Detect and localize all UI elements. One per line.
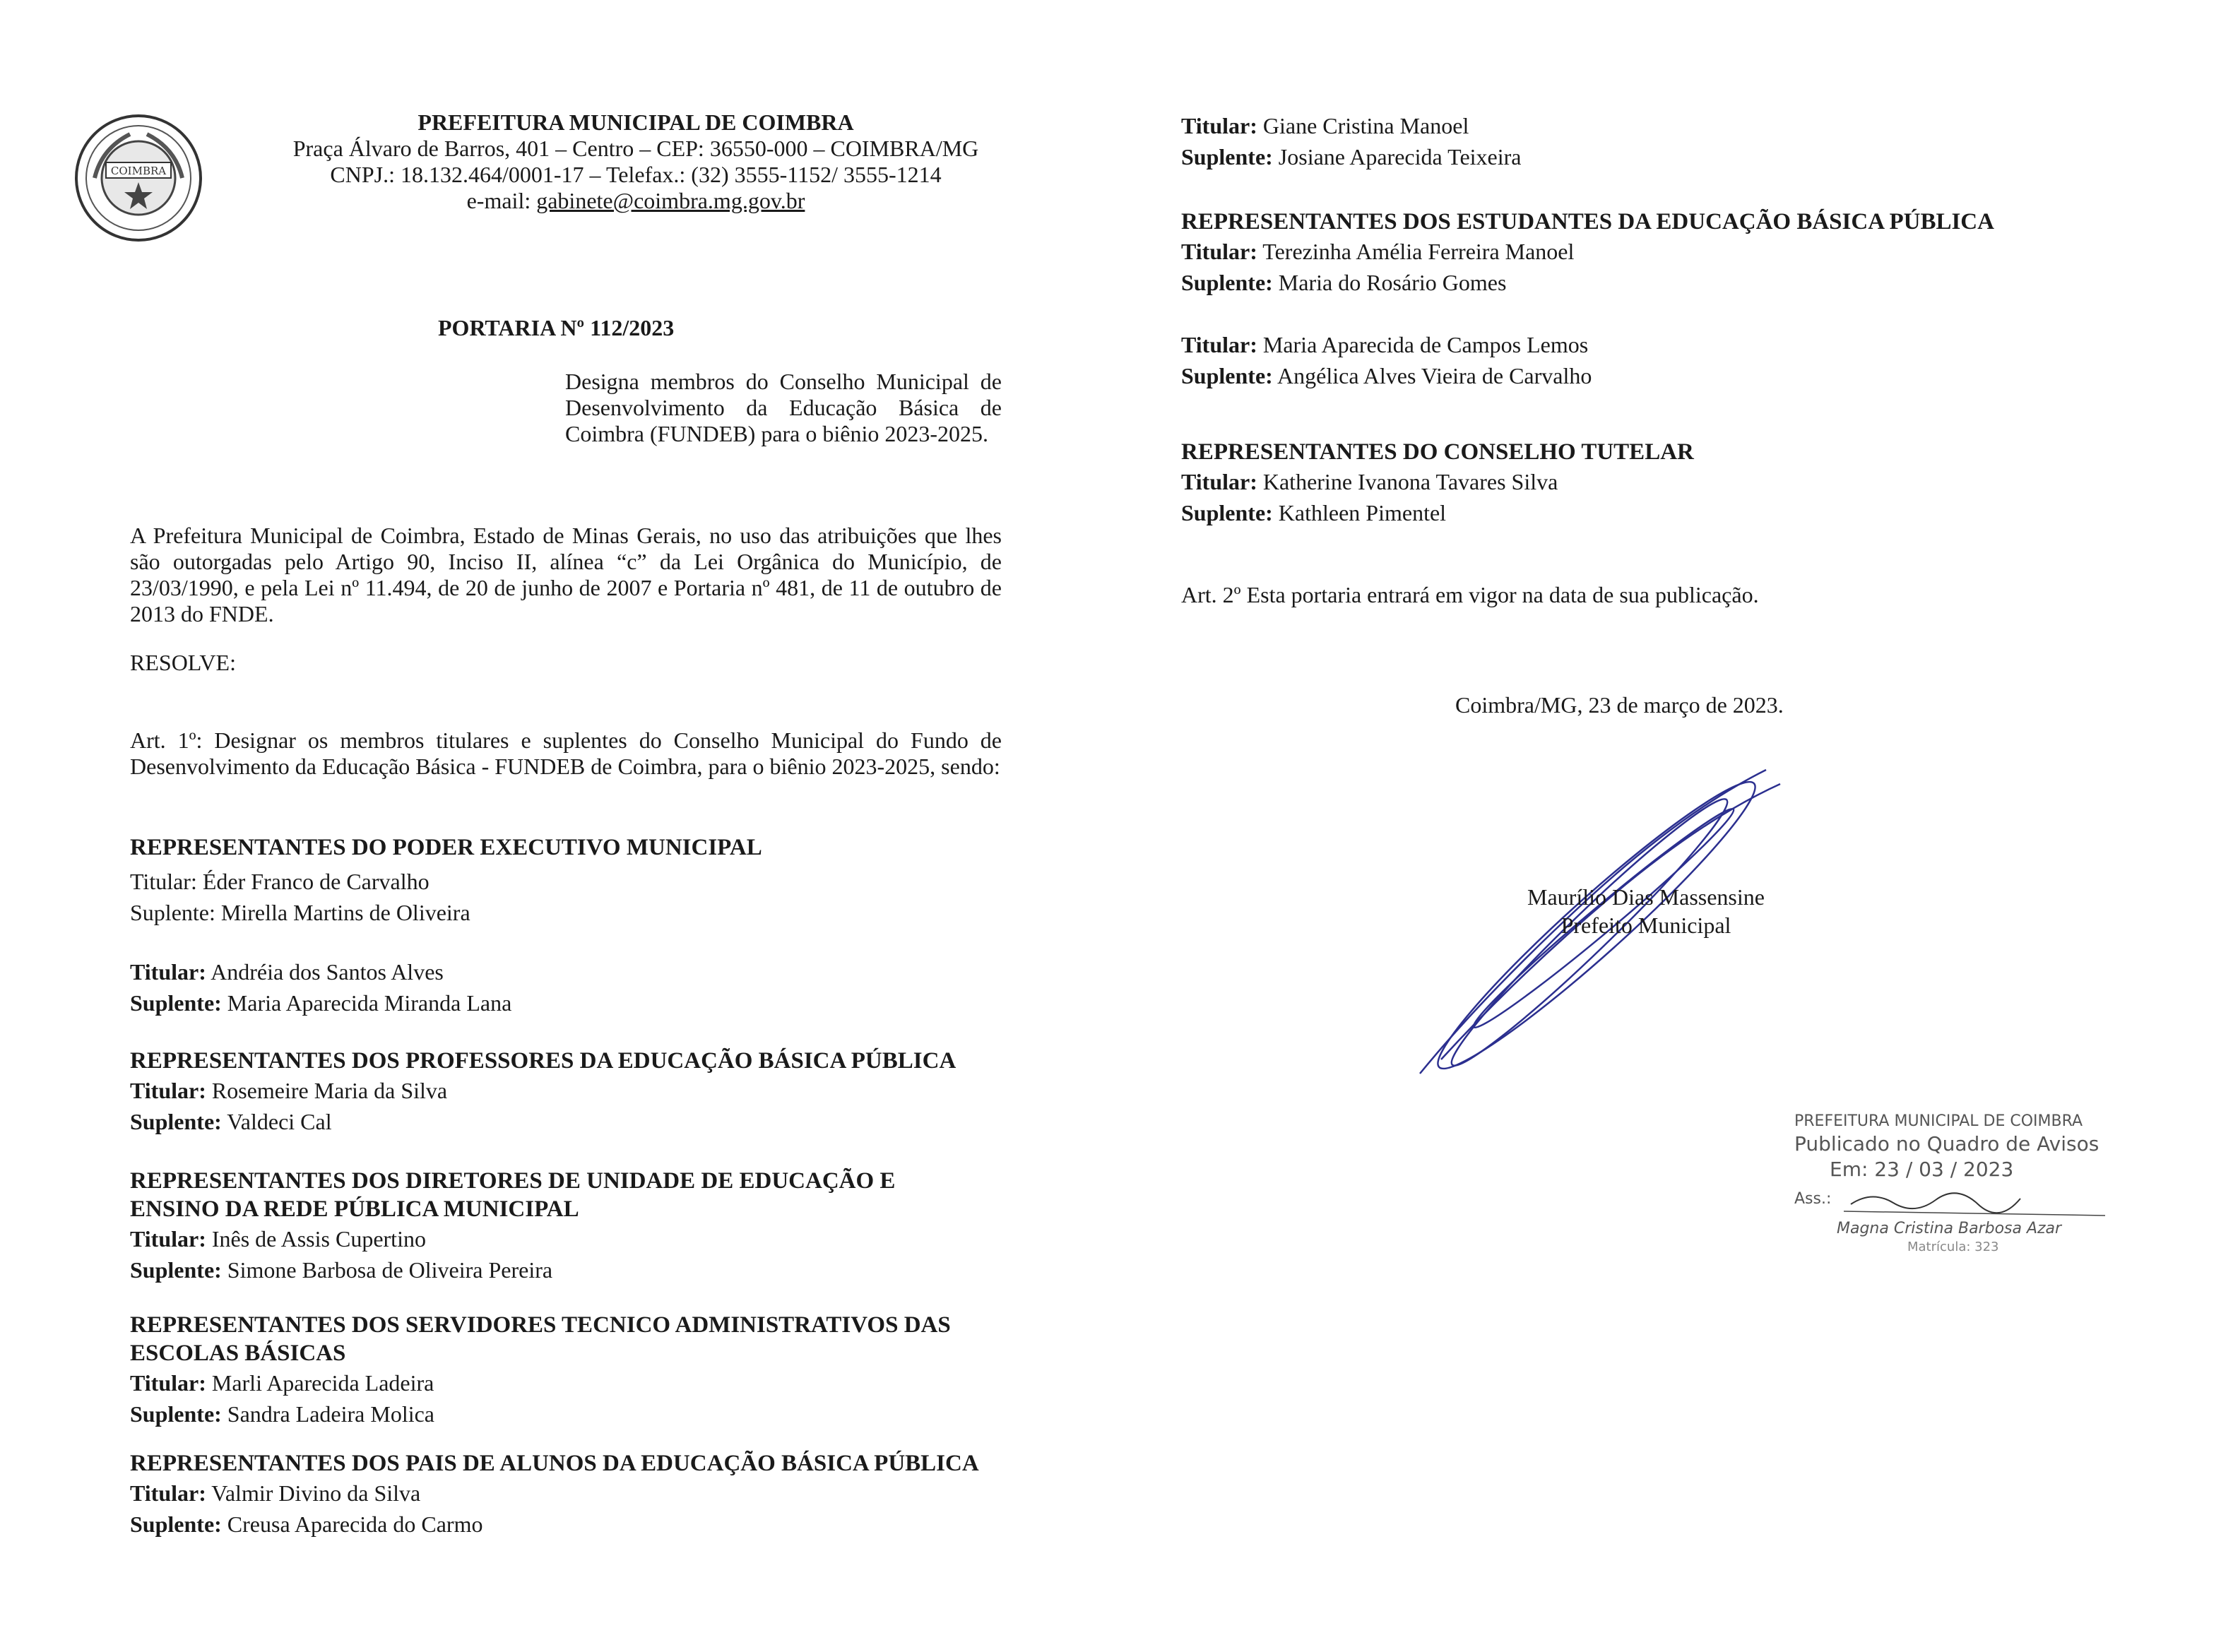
stamp-line-6: Matrícula: 323 <box>1907 1240 1999 1254</box>
letterhead <box>233 109 1038 214</box>
suplente-line: Suplente: Angélica Alves Vieira de Carvalho <box>1181 363 1592 388</box>
titular-line: Titular: Katherine Ivanona Tavares Silva <box>1181 469 1558 494</box>
titular-line: Titular: Rosemeire Maria da Silva <box>130 1078 448 1103</box>
article-2: Art. 2º Esta portaria entrará em vigor na data de sua publicação. <box>1181 582 1759 607</box>
titular-line: Titular: Terezinha Amélia Ferreira Manoel <box>1181 239 1575 264</box>
suplente-line: Suplente: Maria Aparecida Miranda Lana <box>130 990 512 1016</box>
section-pais <box>130 1449 1020 1540</box>
portaria-title: PORTARIA Nº 112/2023 <box>438 315 675 340</box>
stamp-scribble <box>1794 1112 2133 1282</box>
suplente-line: Suplente: Creusa Aparecida do Carmo <box>130 1511 483 1537</box>
ementa: Designa membros do Conselho Municipal de Desenvolvimento da Educação Básica de Coimbra (FUNDEB) para o biênio 2023-2025. <box>565 369 1002 446</box>
email-line <box>233 188 1038 214</box>
stamp-line-3: Em: 23 / 03 / 2023 <box>1830 1158 2014 1181</box>
section-pais-continued <box>1181 110 2099 172</box>
section-estudantes <box>1181 208 2099 391</box>
seal-text: COIMBRA <box>110 165 167 177</box>
titular-line: Titular: Andréia dos Santos Alves <box>130 959 444 985</box>
email-link[interactable]: gabinete@coimbra.mg.gov.br <box>536 188 805 213</box>
resolve-label: RESOLVE: <box>130 650 236 675</box>
section-title: REPRESENTANTES DOS DIRETORES DE UNIDADE DE EDUCAÇÃO E ENSINO DA REDE PÚBLICA MUNICIPAL <box>130 1168 896 1222</box>
intro-paragraph: A Prefeitura Municipal de Coimbra, Estado de Minas Gerais, no uso das atribuições que lhes são outorgadas pelo Artigo 90, Inciso II, alínea “c” da Lei Orgânica do Município, de 23/03/1990, e pela Lei nº 11.494, de 20 de junho de 2007 e Portaria nº 481, de 11 de outubro de 2013 do FNDE. <box>130 523 1002 626</box>
stamp-line-5: Magna Cristina Barbosa Azar <box>1837 1220 2062 1237</box>
municipal-seal-logo <box>73 113 203 243</box>
section-tutelar <box>1181 438 2099 528</box>
section-diretores <box>130 1167 949 1285</box>
suplente-line: Suplente: Sandra Ladeira Molica <box>130 1401 434 1427</box>
date-line: Coimbra/MG, 23 de março de 2023. <box>1455 692 1784 718</box>
address-line: Praça Álvaro de Barros, 401 – Centro – CEP: 36550-000 – COIMBRA/MG <box>292 136 979 161</box>
article-1: Art. 1º: Designar os membros titulares e suplentes do Conselho Municipal do Fundo de Desenvolvimento da Educação Básica - FUNDEB de Coimbra, para o biênio 2023-2025, sendo: <box>130 727 1002 779</box>
signer-name: Maurílio Dias Massensine <box>1527 884 1765 910</box>
titular-line: Titular: Marli Aparecida Ladeira <box>130 1370 434 1396</box>
titular-line: Titular: Inês de Assis Cupertino <box>130 1226 426 1252</box>
section-professores <box>130 1047 1020 1137</box>
publication-stamp <box>1794 1112 2133 1282</box>
section-title: REPRESENTANTES DOS ESTUDANTES DA EDUCAÇÃO BÁSICA PÚBLICA <box>1181 209 1994 234</box>
stamp-line-1: PREFEITURA MUNICIPAL DE COIMBRA <box>1794 1112 2083 1130</box>
section-title: REPRESENTANTES DO CONSELHO TUTELAR <box>1181 439 1694 465</box>
titular-line: Titular: Valmir Divino da Silva <box>130 1480 421 1506</box>
cnpj-line: CNPJ.: 18.132.464/0001-17 – Telefax.: (32) 3555-1152/ 3555-1214 <box>330 162 942 187</box>
suplente-line: Suplente: Valdeci Cal <box>130 1109 332 1134</box>
suplente-line: Suplente: Josiane Aparecida Teixeira <box>1181 144 1522 170</box>
section-title: REPRESENTANTES DOS PAIS DE ALUNOS DA EDUCAÇÃO BÁSICA PÚBLICA <box>130 1451 979 1476</box>
signer-block <box>1505 883 1787 939</box>
stamp-line-2: Publicado no Quadro de Avisos <box>1794 1132 2099 1155</box>
section-title: REPRESENTANTES DOS SERVIDORES TECNICO ADMINISTRATIVOS DAS ESCOLAS BÁSICAS <box>130 1312 951 1366</box>
organization-name: PREFEITURA MUNICIPAL DE COIMBRA <box>417 109 854 135</box>
titular-line: Titular: Éder Franco de Carvalho <box>130 869 430 894</box>
titular-line: Titular: Giane Cristina Manoel <box>1181 113 1469 138</box>
titular-line: Titular: Maria Aparecida de Campos Lemos <box>1181 332 1589 357</box>
signer-title: Prefeito Municipal <box>1560 913 1731 938</box>
email-label: e-mail: <box>466 188 537 213</box>
suplente-line: Suplente: Kathleen Pimentel <box>1181 500 1447 525</box>
section-executivo <box>130 833 1020 1018</box>
suplente-line: Suplente: Maria do Rosário Gomes <box>1181 270 1507 295</box>
suplente-line: Suplente: Simone Barbosa de Oliveira Pereira <box>130 1257 553 1283</box>
section-servidores <box>130 1311 978 1430</box>
section-title: REPRESENTANTES DO PODER EXECUTIVO MUNICIPAL <box>130 835 762 860</box>
suplente-line: Suplente: Mirella Martins de Oliveira <box>130 900 470 925</box>
stamp-line-4: Ass.: <box>1794 1190 1832 1208</box>
section-title: REPRESENTANTES DOS PROFESSORES DA EDUCAÇÃO BÁSICA PÚBLICA <box>130 1048 956 1074</box>
